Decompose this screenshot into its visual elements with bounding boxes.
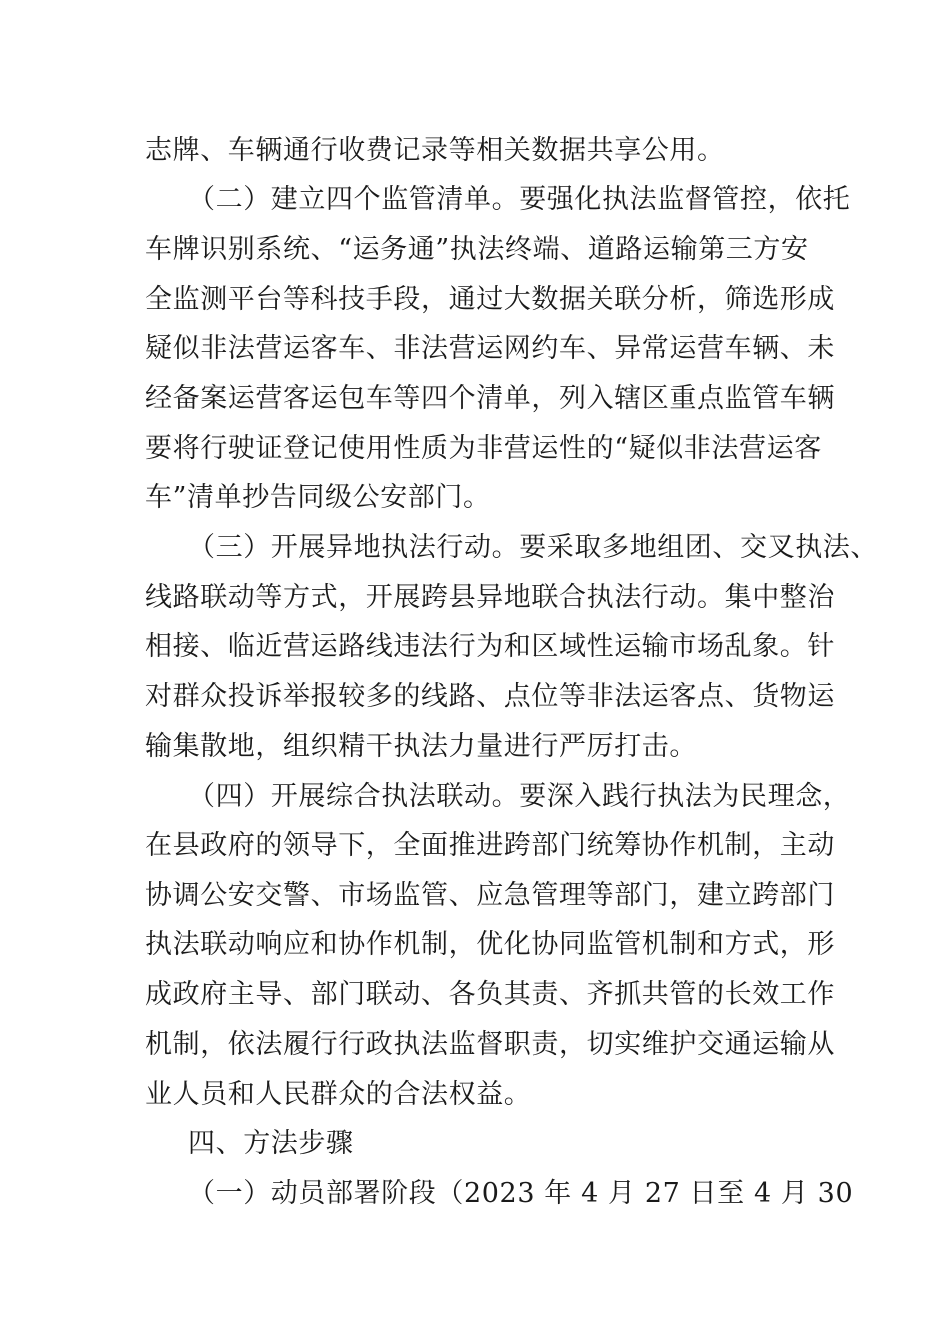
text-line: 经备案运营客运包车等四个清单，列入辖区重点监管车辆 — [145, 383, 835, 414]
text-line: （三）开展异地执法行动。要采取多地组团、交叉执法、 — [188, 532, 878, 563]
text-line: 对群众投诉举报较多的线路、点位等非法运客点、货物运 — [145, 681, 835, 712]
text-line: 疑似非法营运客车、非法营运网约车、异常运营车辆、未 — [145, 333, 835, 364]
text-line: 机制，依法履行行政执法监督职责，切实维护交通运输从 — [145, 1029, 835, 1060]
text-line: 在县政府的领导下，全面推进跨部门统筹协作机制，主动 — [145, 830, 835, 861]
text-line: 相接、临近营运路线违法行为和区域性运输市场乱象。针 — [145, 631, 835, 662]
section-heading: 四、方法步骤 — [188, 1128, 354, 1159]
text-line: 志牌、车辆通行收费记录等相关数据共享公用。 — [145, 135, 725, 166]
text-line: （四）开展综合执法联动。要深入践行执法为民理念， — [188, 781, 851, 812]
text-line: 协调公安交警、市场监管、应急管理等部门，建立跨部门 — [145, 880, 835, 911]
text-line: 车牌识别系统、“运务通”执法终端、道路运输第三方安 — [145, 234, 809, 265]
text-line: 要将行驶证登记使用性质为非营运性的“疑似非法营运客 — [145, 433, 822, 464]
text-line: 全监测平台等科技手段，通过大数据关联分析，筛选形成 — [145, 284, 835, 315]
text-line: （一）动员部署阶段（2023 年 4 月 27 日至 4 月 30 — [188, 1178, 854, 1209]
text-line: （二）建立四个监管清单。要强化执法监督管控，依托 — [188, 184, 851, 215]
text-line: 车”清单抄告同级公安部门。 — [145, 482, 491, 513]
text-line: 线路联动等方式，开展跨县异地联合执法行动。集中整治 — [145, 582, 835, 613]
text-line: 成政府主导、部门联动、各负其责、齐抓共管的长效工作 — [145, 979, 835, 1010]
text-line: 执法联动响应和协作机制，优化协同监管机制和方式，形 — [145, 929, 835, 960]
text-line: 业人员和人民群众的合法权益。 — [145, 1079, 532, 1110]
text-line: 输集散地，组织精干执法力量进行严厉打击。 — [145, 731, 697, 762]
